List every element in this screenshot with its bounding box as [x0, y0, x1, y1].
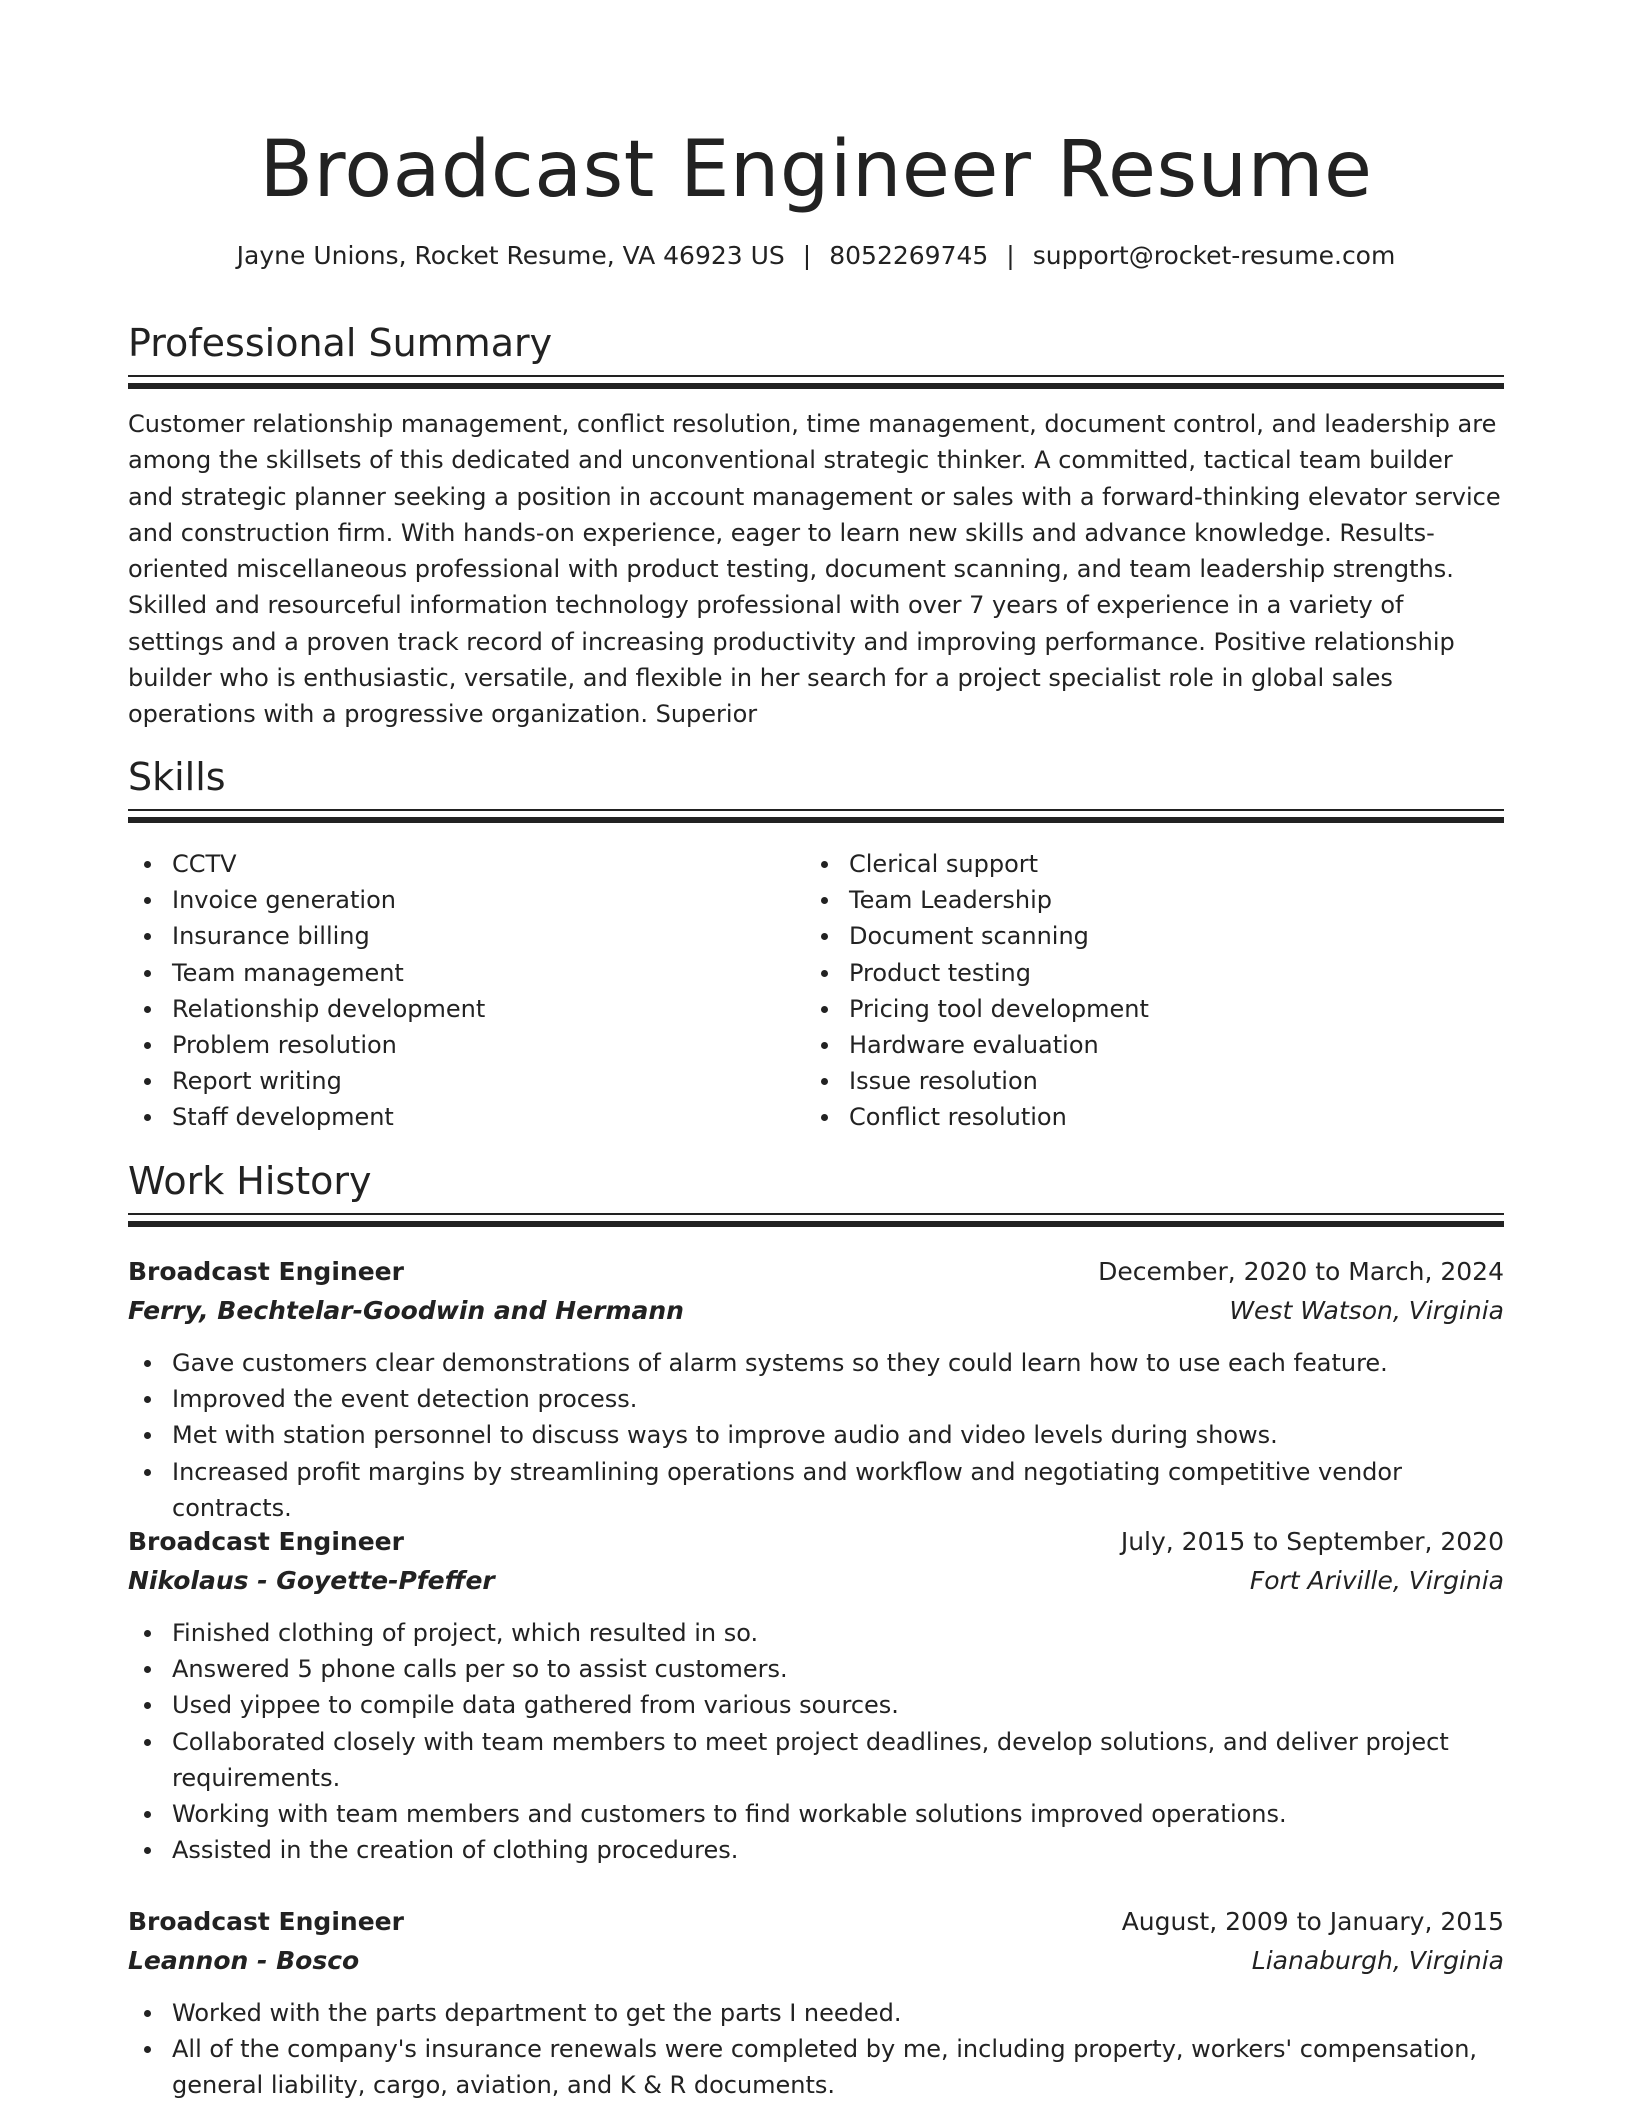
contact-email: support@rocket-resume.com	[1032, 241, 1396, 270]
skill-item: Product testing	[805, 955, 1465, 991]
skill-item: Issue resolution	[805, 1063, 1465, 1099]
job-location: Lianaburgh, Virginia	[1251, 1946, 1504, 1975]
skills-column-right	[805, 846, 1465, 1136]
job-bullet: Increased profit margins by streamlining operations and workflow and negotiating competitive vendor contracts.	[128, 1454, 1504, 1526]
job-bullet: Assisted in the creation of clothing procedures.	[128, 1832, 1504, 1868]
section-rule-thin	[128, 1213, 1504, 1215]
skills-heading: Skills	[128, 755, 226, 799]
section-rule-thick	[128, 817, 1504, 823]
skill-item: Document scanning	[805, 918, 1465, 954]
skill-item: Staff development	[128, 1099, 788, 1135]
contact-separator: |	[802, 241, 812, 270]
contact-address: Jayne Unions, Rocket Resume, VA 46923 US	[236, 241, 785, 270]
section-rule-thin	[128, 809, 1504, 811]
job-title: Broadcast Engineer	[128, 1907, 404, 1936]
job-company: Nikolaus - Goyette-Pfeffer	[128, 1566, 495, 1595]
skill-item: Insurance billing	[128, 918, 788, 954]
skill-item: CCTV	[128, 846, 788, 882]
skill-item: Invoice generation	[128, 882, 788, 918]
job-title: Broadcast Engineer	[128, 1527, 404, 1556]
job-bullet: All of the company's insurance renewals were completed by me, including property, workers' compensation, general liability, cargo, aviation, and K & R documents.	[128, 2031, 1504, 2103]
contact-phone: 8052269745	[829, 241, 989, 270]
skill-item: Hardware evaluation	[805, 1027, 1465, 1063]
job-dates: December, 2020 to March, 2024	[1098, 1257, 1504, 1286]
job-entry	[128, 1254, 1504, 1526]
skills-column-left	[128, 846, 788, 1136]
work-history-heading: Work History	[128, 1159, 372, 1203]
summary-heading: Professional Summary	[128, 321, 553, 365]
job-dates: August, 2009 to January, 2015	[1121, 1907, 1504, 1936]
job-bullet: Used yippee to compile data gathered from various sources.	[128, 1687, 1504, 1723]
job-bullet: Collaborated closely with team members to meet project deadlines, develop solutions, and deliver project requirements.	[128, 1724, 1504, 1796]
section-rule-thick	[128, 383, 1504, 389]
job-title: Broadcast Engineer	[128, 1257, 404, 1286]
job-bullet: Gave customers clear demonstrations of alarm systems so they could learn how to use each feature.	[128, 1345, 1504, 1381]
contact-line	[128, 238, 1504, 274]
section-rule-thin	[128, 375, 1504, 377]
job-bullet: Working with team members and customers to find workable solutions improved operations.	[128, 1796, 1504, 1832]
skill-item: Report writing	[128, 1063, 788, 1099]
skills-list-right	[805, 846, 1465, 1136]
skill-item: Pricing tool development	[805, 991, 1465, 1027]
skill-item: Team Leadership	[805, 882, 1465, 918]
summary-text: Customer relationship management, conflict resolution, time management, document control, and leadership are among the skillsets of this dedicated and unconventional strategic thinker. A committed, tactical team builder and strategic planner seeking a position in account management or sales with a forward-thinking elevator service and construction firm. With hands-on experience, eager to learn new skills and advance knowledge. Results-oriented miscellaneous professional with product testing, document scanning, and team leadership strengths. Skilled and resourceful information technology professional with over 7 years of experience in a variety of settings and a proven track record of increasing productivity and improving performance. Positive relationship builder who is enthusiastic, versatile, and flexible in her search for a project specialist role in global sales operations with a progressive organization. Superior	[128, 410, 1501, 729]
job-company: Ferry, Bechtelar-Goodwin and Hermann	[128, 1296, 684, 1325]
section-rule-thick	[128, 1221, 1504, 1227]
job-bullet: Finished clothing of project, which resulted in so.	[128, 1615, 1504, 1651]
job-dates: July, 2015 to September, 2020	[1120, 1527, 1504, 1556]
job-entry	[128, 1904, 1504, 2104]
job-bullet: Improved the event detection process.	[128, 1381, 1504, 1417]
skill-item: Problem resolution	[128, 1027, 788, 1063]
job-bullets	[128, 1995, 1504, 2104]
job-bullets	[128, 1615, 1504, 1868]
contact-separator: |	[1006, 241, 1015, 270]
resume-title: Broadcast Engineer Resume	[259, 125, 1373, 215]
skill-item: Team management	[128, 955, 788, 991]
skills-list-left	[128, 846, 788, 1136]
job-location: West Watson, Virginia	[1229, 1296, 1504, 1325]
job-company: Leannon - Bosco	[128, 1946, 360, 1975]
job-bullet: Answered 5 phone calls per so to assist customers.	[128, 1651, 1504, 1687]
job-location: Fort Ariville, Virginia	[1249, 1566, 1504, 1595]
job-bullet: Worked with the parts department to get the parts I needed.	[128, 1995, 1504, 2031]
skill-item: Clerical support	[805, 846, 1465, 882]
skill-item: Conflict resolution	[805, 1099, 1465, 1135]
job-entry	[128, 1524, 1504, 1868]
job-bullets	[128, 1345, 1504, 1526]
skill-item: Relationship development	[128, 991, 788, 1027]
job-bullet: Met with station personnel to discuss ways to improve audio and video levels during shows.	[128, 1417, 1504, 1453]
